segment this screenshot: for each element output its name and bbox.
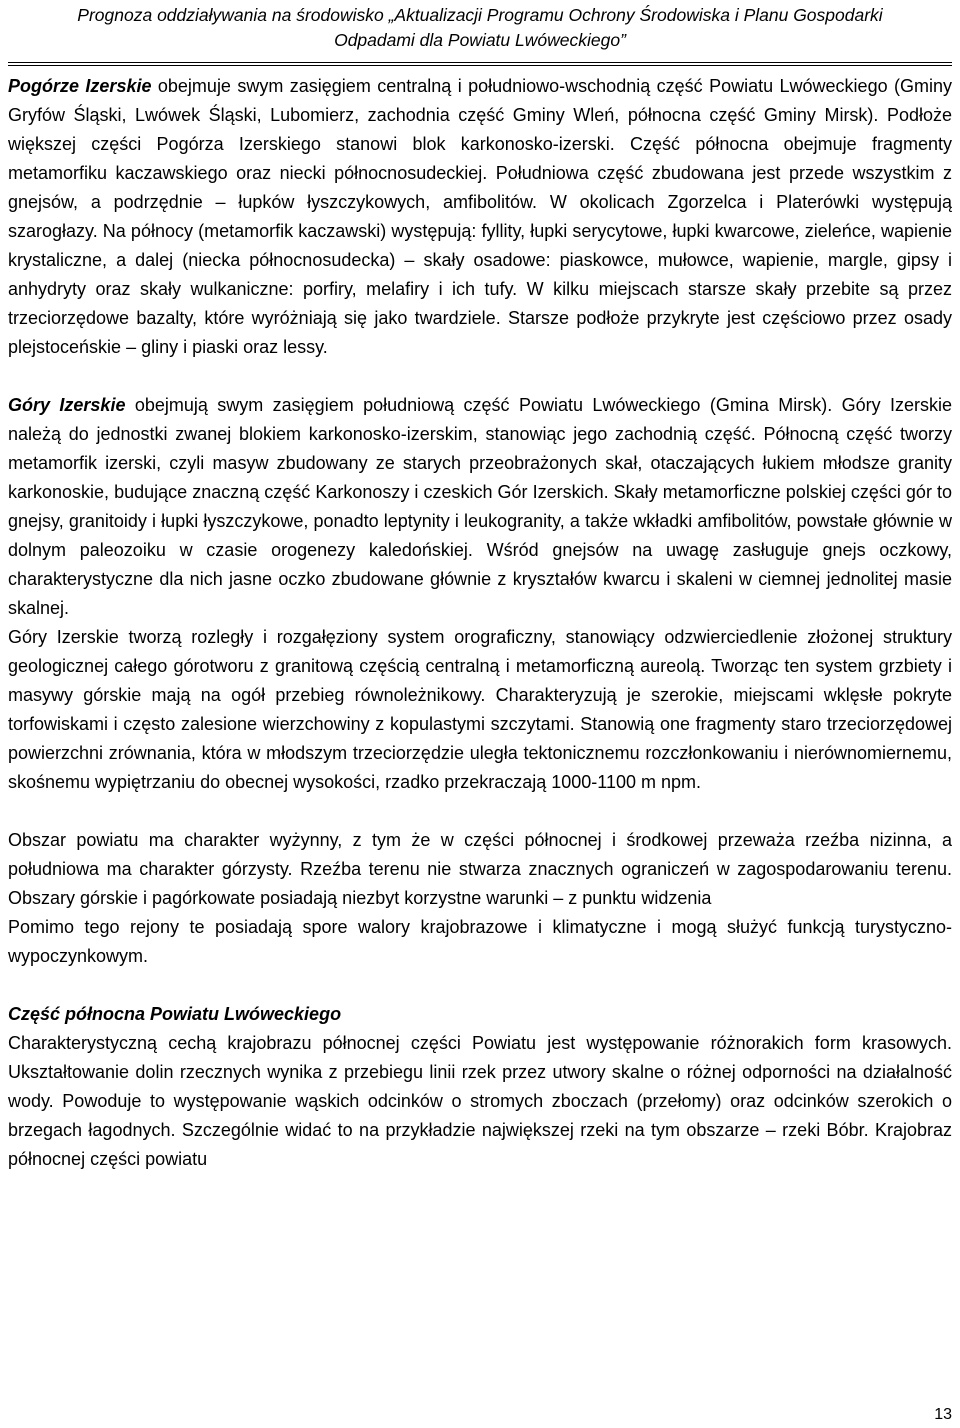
page-header (0, 0, 960, 53)
term-pogorze-izerskie: Pogórze Izerskie (8, 76, 152, 96)
page-number: 13 (934, 1406, 952, 1423)
header-divider (8, 62, 952, 66)
header-title-line-2: Odpadami dla Powiatu Lwóweckiego” (334, 30, 626, 50)
paragraph-orografia: Góry Izerskie tworzą rozległy i rozgałęziony system orograficzny, stanowiący odzwierciedlenie złożonej struktury geologicznej całego górotworu z granitową częścią centralną i metamorficzną aureolą. Tworząc ten system grzbiety i masywy górskie mają na ogół przebieg równoleżnikowy. Charakteryzują je szerokie, miejscami wklęsłe pokryte torfowiskami i często zalesione wierzchowiny z kopulastymi szczytami. Stanowią one fragmenty staro trzeciorzędowej powierzchni zrównania, która w młodszym trzeciorzędzie uległa tektonicznemu rozczłonkowaniu i nierównomiernemu, skośnemu wypiętrzaniu do obecnej wysokości, rzadko przekraczają 1000-1100 m npm. (8, 627, 952, 792)
paragraph-pogorze-izerskie (8, 72, 952, 362)
document-body (8, 72, 952, 1174)
paragraph-spacer (8, 362, 952, 391)
paragraph-gory-izerskie (8, 391, 952, 623)
header-title-line-1: Prognoza oddziaływania na środowisko „Aktualizacji Programu Ochrony Środowiska i Planu Gospodarki (77, 5, 883, 25)
paragraph-spacer (8, 797, 952, 826)
term-gory-izerskie: Góry Izerskie (8, 395, 126, 415)
paragraph-walory: Pomimo tego rejony te posiadają spore walory krajobrazowe i klimatyczne i mogą służyć funkcją turystyczno-wypoczynkowym. (8, 917, 952, 966)
paragraph-spacer (8, 971, 952, 1000)
paragraph-text: obejmuje swym zasięgiem centralną i południowo-wschodnią część Powiatu Lwóweckiego (Gminy Gryfów Śląski, Lwówek Śląski, Lubomierz, zachodnia część Gminy Wleń, północna część Gminy Mirsk). Podłoże większej części Pogórza Izerskiego stanowi blok karkonosko-izerski. Część północna obejmuje fragmenty metamorfiku kaczawskiego oraz niecki północnosudeckiej. Południowa część zbudowana jest przede wszystkim z gnejsów, a podrzędnie – łupków łyszczykowych, amfibolitów. W okolicach Zgorzelca i Platerówki występują szarogłazy. Na północy (metamorfik kaczawski) występują: fyllity, łupki serycytowe, łupki kwarcowe, zieleńce, wapienie krystaliczne, a dalej (niecka północnosudecka) – skały osadowe: piaskowce, mułowce, wapienie, margle, gipsy i anhydryty oraz skały wulkaniczne: porfiry, melafiry i ich tufy. W kilku miejscach starsze skały przebite są przez trzeciorzędowe bazalty, które wyróżniają się jako twardziele. Starsze podłoże przykryte jest częściowo przez osady plejstoceńskie – gliny i piaski oraz lessy. (8, 76, 953, 357)
paragraph-czesc-polnocna: Charakterystyczną cechą krajobrazu północnej części Powiatu jest występowanie różnorakich form krasowych. Ukształtowanie dolin rzecznych wynika z przebiegu linii rzek przez utwory skalne o różnej odporności na działalność wody. Powoduje to występowanie wąskich odcinków o stromych zboczach (przełomy) oraz odcinków szerokich o brzegach łagodnych. Szczególnie widać to na przykładzie największej rzeki na tym obszarze – rzeki Bóbr. Krajobraz północnej części powiatu (8, 1033, 952, 1169)
paragraph-text: obejmują swym zasięgiem południową część Powiatu Lwóweckiego (Gmina Mirsk). Góry Izerskie należą do jednostki zwanej blokiem karkonosko-izerskim, stanowiąc jego zachodnią część. Północną część tworzy metamorfik izerski, czyli masyw zbudowany ze starych przeobrażonych skał, otaczających łukiem młodsze granity karkonoskie, budujące znaczną część Karkonoszy i czeskich Gór Izerskich. Skały metamorficzne polskiej części gór to gnejsy, granitoidy i łupki łyszczykowe, ponadto leptynity i leukogranity, a także wkładki amfibolitów, powstałe głównie w dolnym paleozoiku w czasie orogenezy kaledońskiej. Wśród gnejsów na uwagę zasługuje gnejs oczkowy, charakterystyczne dla nich jasne oczko zbudowane głównie z kryształów kwarcu i skaleni w ciemnej jednolitej masie skalnej. (8, 395, 953, 618)
paragraph-obszar-powiatu: Obszar powiatu ma charakter wyżynny, z tym że w części północnej i środkowej przeważa rzeźba nizinna, a południowa ma charakter górzysty. Rzeźba terenu nie stwarza znacznych ograniczeń w zagospodarowaniu terenu. Obszary górskie i pagórkowate posiadają niezbyt korzystne warunki – z punktu widzenia (8, 830, 952, 908)
section-heading: Część północna Powiatu Lwóweckiego (8, 1004, 342, 1024)
